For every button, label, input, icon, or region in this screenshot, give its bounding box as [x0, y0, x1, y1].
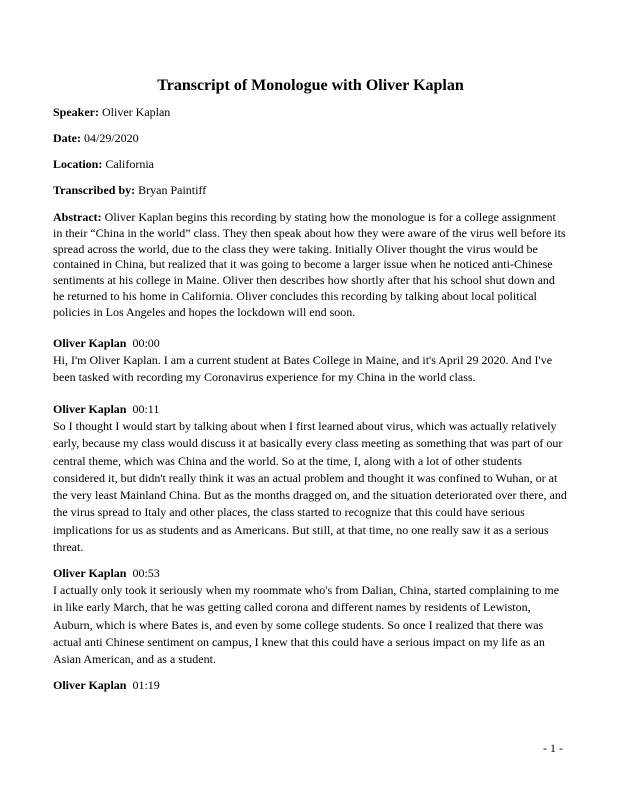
meta-location-label: Location:: [53, 157, 103, 171]
segment-speaker: Oliver Kaplan: [53, 678, 127, 692]
meta-speaker: [53, 105, 170, 120]
meta-date-value: 04/29/2020: [83, 131, 139, 145]
meta-date: [53, 131, 139, 146]
segment-text: So I thought I would start by talking about when I first learned about virus, which was actually relatively early, because my class would discuss it at basically every class meeting as something that was part of our central theme, which was China and the world. So at the time, I, along with a lot of other students considered it, but didn't really think it was an actual problem and thought it was confined to Wuhan, or at the very least Mainland China. But as the months dragged on, and the situation deteriorated over there, and the virus spread to Italy and other places, the class started to recognize that this could have serious implications for us as students and as Americans. But still, at that time, no one really saw it as a serious threat.: [53, 419, 567, 554]
segment-timestamp: 00:00: [132, 336, 160, 350]
segment-text: Hi, I'm Oliver Kaplan. I am a current student at Bates College in Maine, and it's April 29 2020. And I've been tasked with recording my Coronavirus experience for my China in the world class.: [53, 353, 553, 385]
abstract-text: Oliver Kaplan begins this recording by stating how the monologue is for a college assignment in their “China in the world” class. They then speak about how they were aware of the virus well before its spread across the world, due to the class they were taking. Initially Oliver thought the virus would be contained in China, but realized that it was going to become a larger issue when he noticed anti-Chinese sentiments at his college in Maine. Oliver then describes how shortly after that his school shut down and he returned to his home in California. Oliver concludes this recording by talking about local political policies in Los Angeles and hopes the lockdown will end soon.: [53, 210, 566, 319]
meta-date-label: Date:: [53, 131, 81, 145]
meta-location: [53, 157, 154, 172]
segment-speaker: Oliver Kaplan: [53, 566, 127, 580]
abstract: [53, 210, 568, 321]
meta-speaker-label: Speaker:: [53, 105, 99, 119]
meta-transcriber-value: Bryan Paintiff: [138, 183, 207, 197]
abstract-label: Abstract:: [53, 210, 102, 224]
segment-speaker: Oliver Kaplan: [53, 336, 127, 350]
document-title: Transcript of Monologue with Oliver Kaplan: [157, 77, 464, 94]
segment-timestamp: 01:19: [132, 678, 160, 692]
meta-transcriber-label: Transcribed by:: [53, 183, 136, 197]
segment-header: [53, 336, 160, 351]
segment-speaker: Oliver Kaplan: [53, 402, 127, 416]
page-number: - 1 -: [543, 741, 563, 755]
meta-location-value: California: [105, 157, 154, 171]
segment-header: [53, 566, 160, 581]
meta-transcriber: [53, 183, 206, 198]
segment-header: [53, 402, 159, 417]
segment-text: I actually only took it seriously when my roommate who's from Dalian, China, started complaining to me in like early March, that he was getting called corona and different names by residents of Lewiston, Auburn, which is where Bates is, and even by some college students. So once I realized that there was actual anti Chinese sentiment on campus, I knew that this could have a serious impact on my life as an Asian American, and as a student.: [53, 583, 560, 666]
meta-speaker-value: Oliver Kaplan: [102, 105, 171, 119]
segment-timestamp: 00:53: [132, 566, 160, 580]
segment-timestamp: 00:11: [132, 402, 160, 416]
segment-header: [53, 678, 160, 693]
